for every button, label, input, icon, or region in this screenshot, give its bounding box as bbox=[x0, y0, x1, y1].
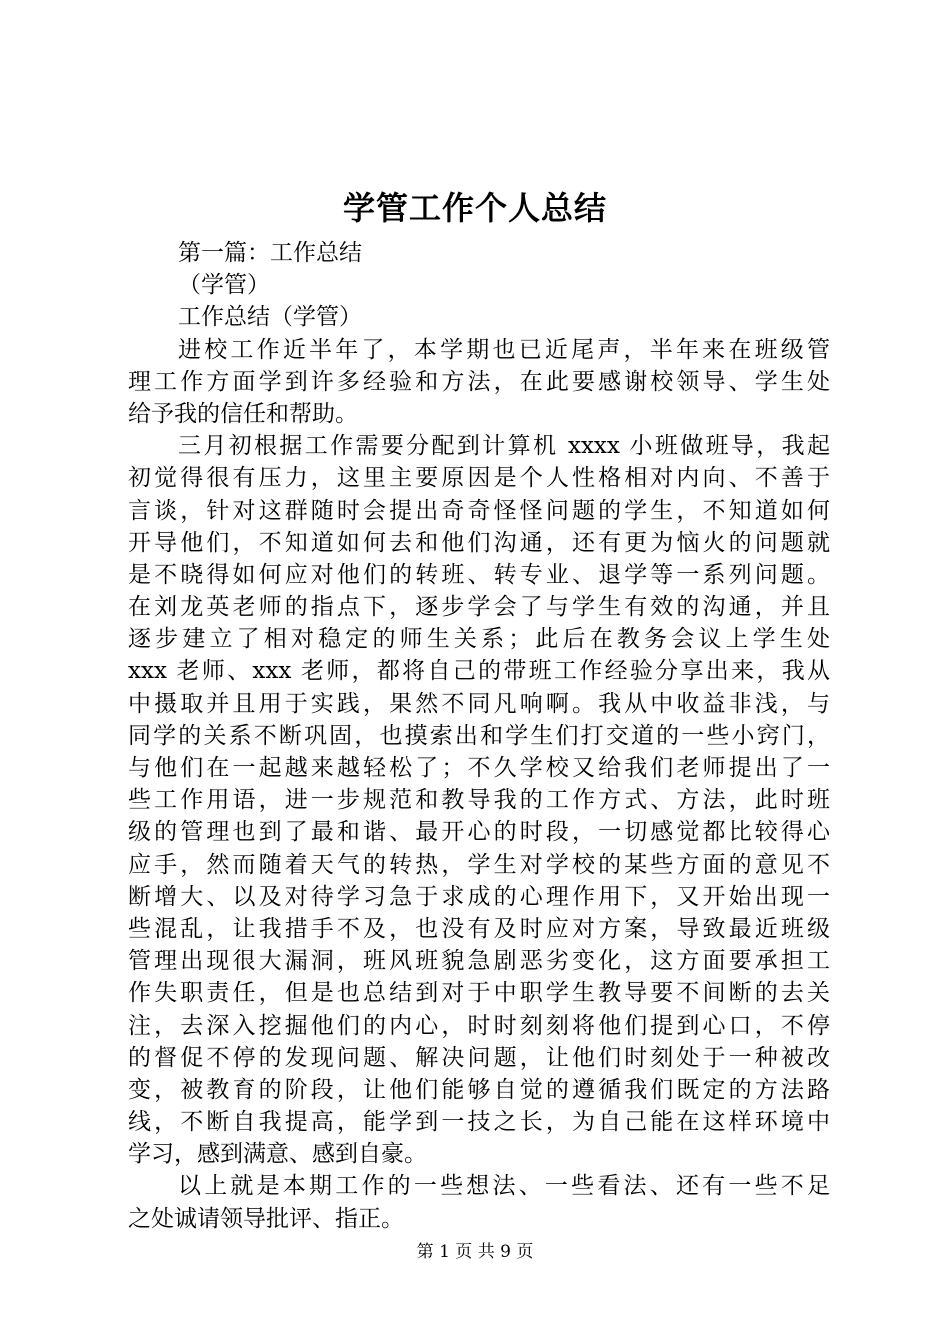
document-body bbox=[128, 237, 830, 1235]
text-line: 第一篇：工作总结 bbox=[178, 240, 362, 266]
text-line: 注，去深入挖掘他们的内心，时时刻刻将他们提到心口，不停 bbox=[128, 1012, 830, 1039]
text-line: 以上就是本期工作的一些想法、一些看法、还有一些不足 bbox=[178, 1173, 830, 1200]
text-line: 开导他们，不知道如何去和他们沟通，还有更为恼火的问题就 bbox=[128, 529, 830, 556]
text-line: 给予我的信任和帮助。 bbox=[128, 400, 358, 427]
text-line: 中摄取并且用于实践，果然不同凡响啊。我从中收益非浅，与 bbox=[128, 690, 830, 717]
text-line: 些工作用语，进一步规范和教导我的工作方式、方法，此时班 bbox=[128, 787, 830, 814]
text-line: 些混乱，让我措手不及，也没有及时应对方案，导致最近班级 bbox=[128, 915, 830, 942]
text-line: 言谈，针对这群随时会提出奇奇怪怪问题的学生，不知道如何 bbox=[128, 497, 830, 524]
text-line: 应手，然而随着天气的转热，学生对学校的某些方面的意见不 bbox=[128, 851, 830, 878]
document-title: 学管工作个人总结 bbox=[342, 189, 607, 227]
text-line: 之处诚请领导批评、指正。 bbox=[128, 1205, 404, 1232]
text-line: 断增大、以及对待学习急于求成的心理作用下，又开始出现一 bbox=[128, 883, 830, 910]
text-line: 线，不断自我提高，能学到一技之长，为自己能在这样环境中 bbox=[128, 1109, 830, 1136]
text-line: 进校工作近半年了，本学期也已近尾声，半年来在班级管 bbox=[178, 336, 830, 363]
text-line: 变，被教育的阶段，让他们能够自觉的遵循我们既定的方法路 bbox=[128, 1076, 830, 1103]
page-footer: 第 1 页 共 9 页 bbox=[416, 1242, 534, 1262]
text-line: 作失职责任，但是也总结到对于中职学生教导要不间断的去关 bbox=[128, 980, 830, 1007]
text-line: 是不晓得如何应对他们的转班、转专业、退学等一系列问题。 bbox=[128, 561, 830, 588]
text-line: 理工作方面学到许多经验和方法，在此要感谢校领导、学生处 bbox=[128, 368, 830, 395]
text-line: 逐步建立了相对稳定的师生关系；此后在教务会议上学生处 bbox=[128, 626, 830, 653]
text-line: 的督促不停的发现问题、解决问题，让他们时刻处于一种被改 bbox=[128, 1044, 830, 1071]
text-line: xxx 老师、xxx 老师，都将自己的带班工作经验分享出来，我从 bbox=[128, 658, 830, 685]
text-line: 同学的关系不断巩固，也摸索出和学生们打交道的一些小窍门， bbox=[128, 722, 830, 749]
text-line: 与他们在一起越来越轻松了；不久学校又给我们老师提出了一 bbox=[128, 755, 830, 781]
text-line: 三月初根据工作需要分配到计算机 xxxx 小班做班导，我起 bbox=[178, 433, 830, 460]
text-line: 初觉得很有压力，这里主要原因是个人性格相对内向、不善于 bbox=[128, 465, 830, 492]
text-line: 管理出现很大漏洞，班风班貌急剧恶劣变化，这方面要承担工 bbox=[128, 948, 830, 975]
text-line: 学习，感到满意、感到自豪。 bbox=[128, 1141, 427, 1168]
text-line: 工作总结（学管） bbox=[178, 304, 362, 331]
text-line: （学管） bbox=[178, 272, 270, 299]
text-line: 级的管理也到了最和谐、最开心的时段，一切感觉都比较得心 bbox=[128, 819, 830, 846]
text-line: 在刘龙英老师的指点下，逐步学会了与学生有效的沟通，并且 bbox=[128, 594, 830, 621]
